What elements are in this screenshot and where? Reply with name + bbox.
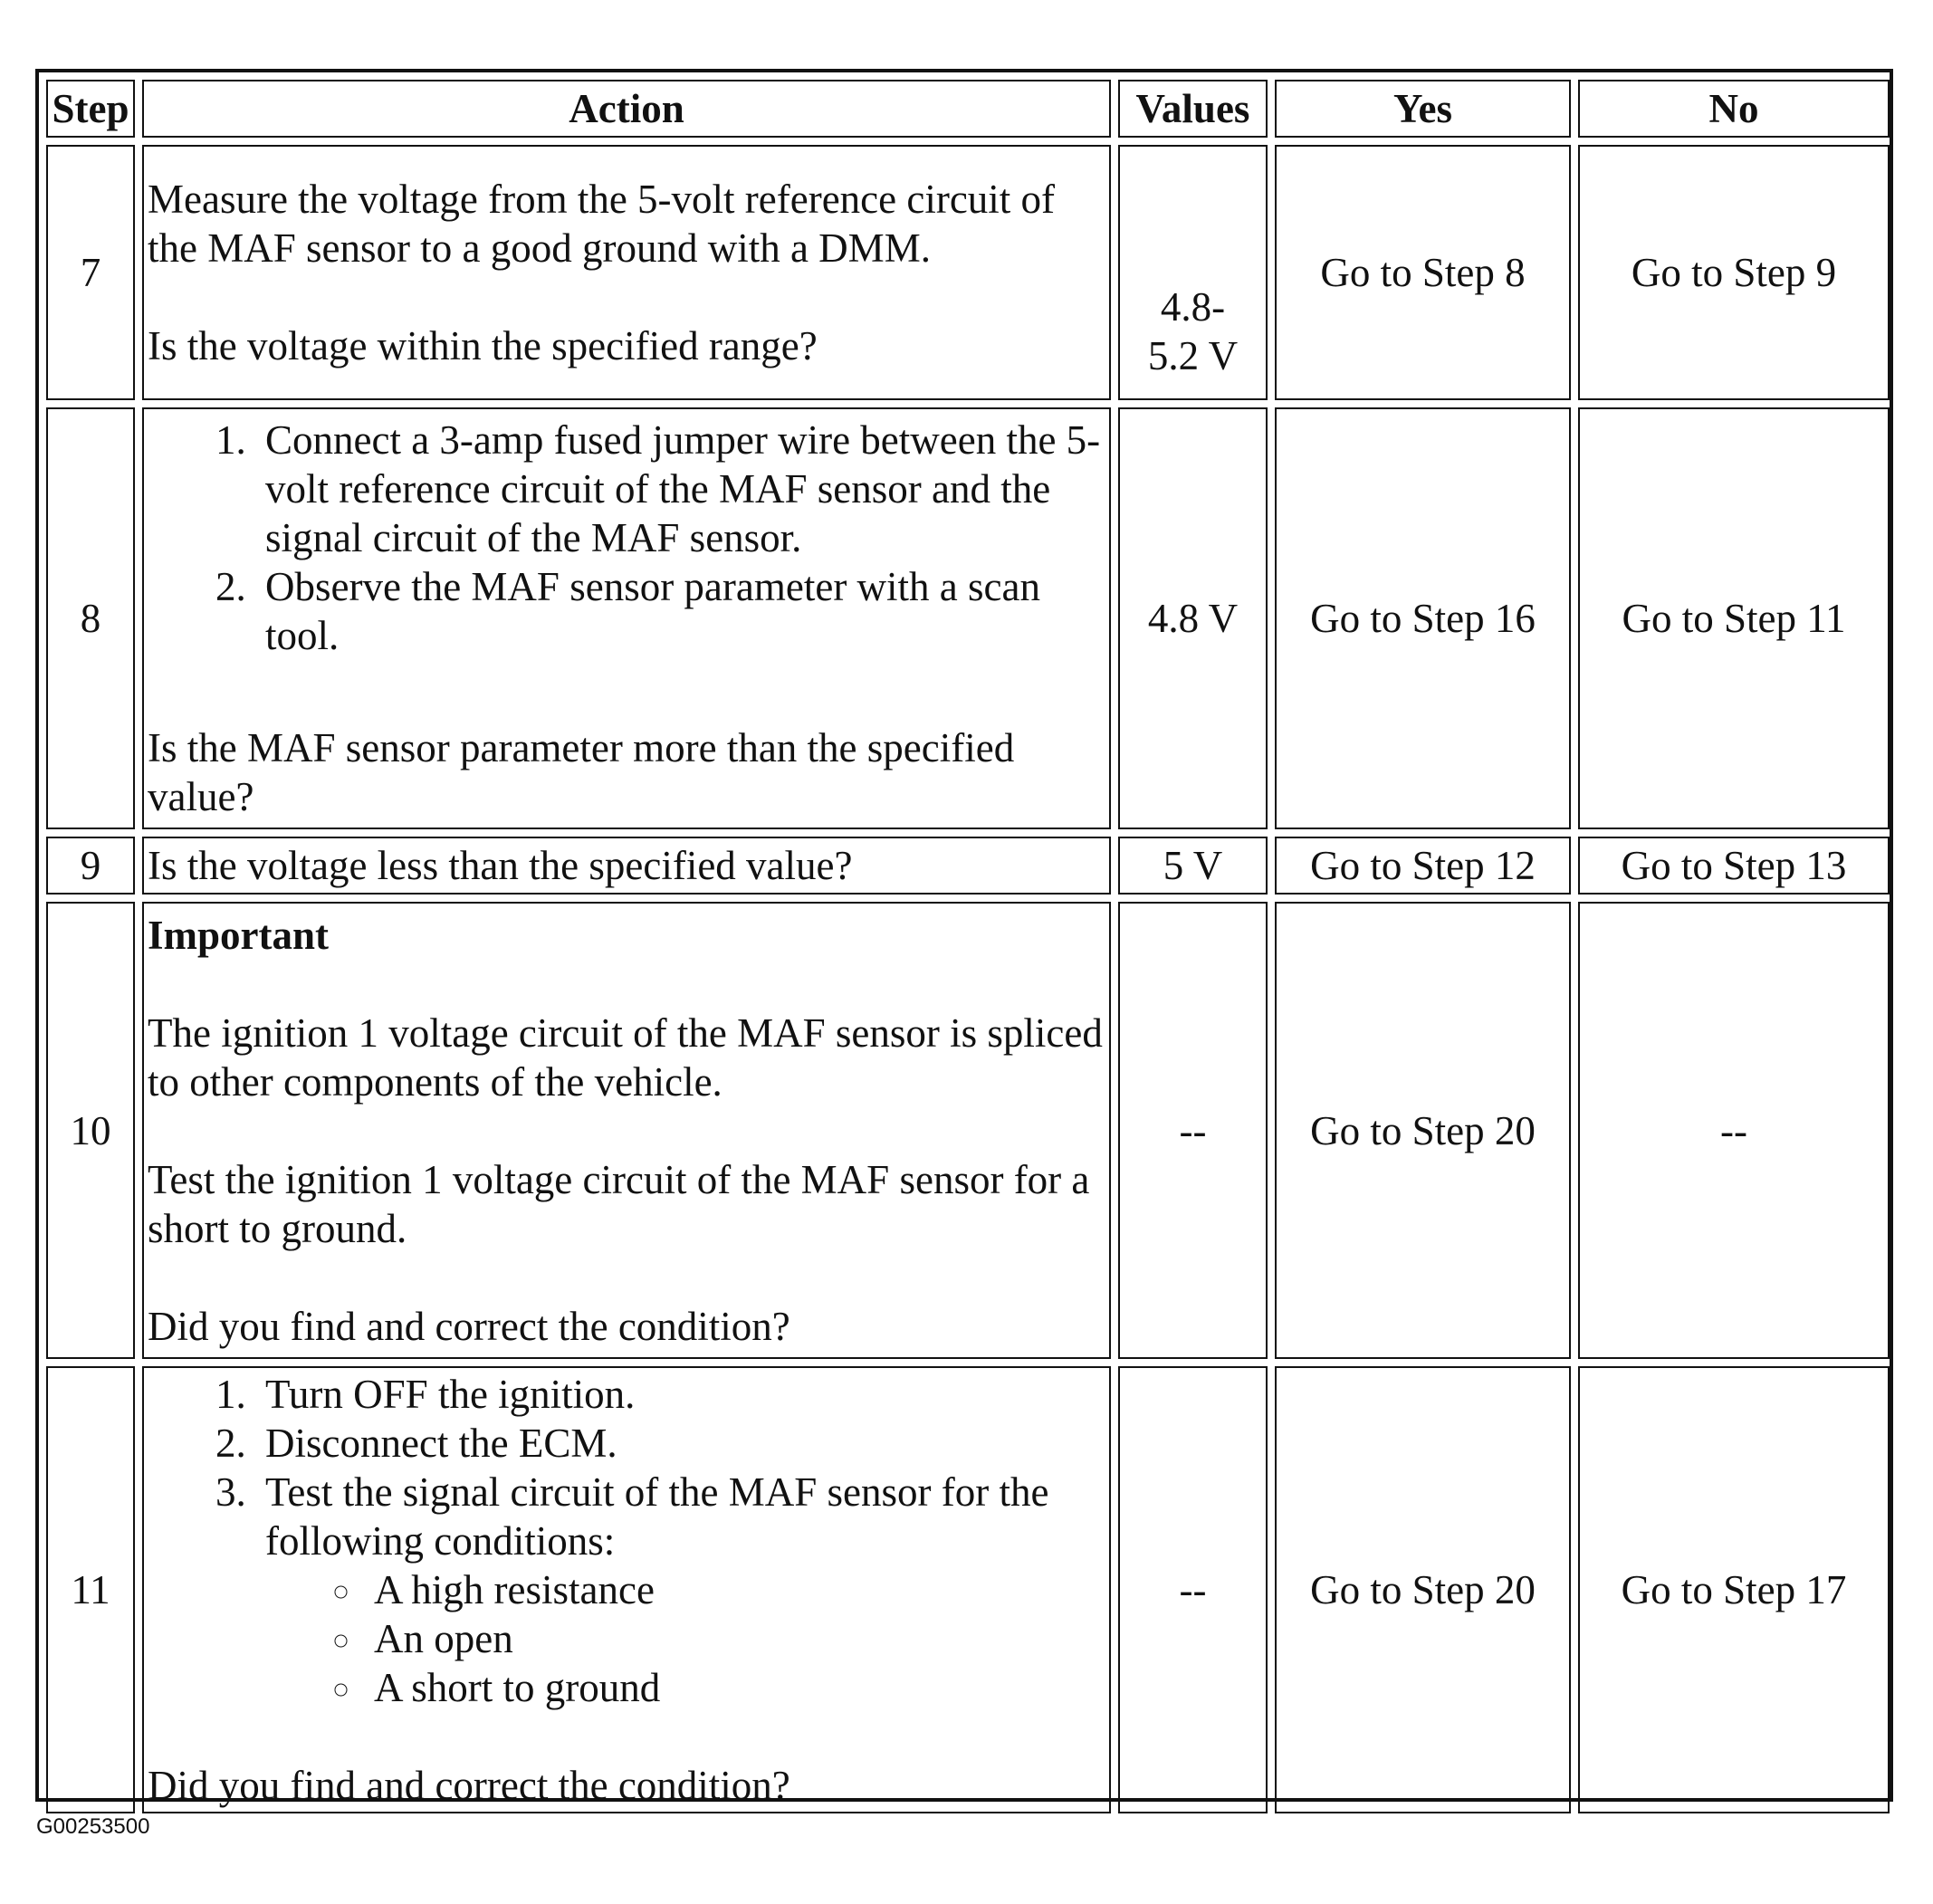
- header-row: [46, 80, 1890, 138]
- step-number: 8: [46, 407, 135, 829]
- list-item: 1. Connect a 3-amp fused jumper wire between the 5-volt reference circuit of the MAF sensor and the signal circuit of the MAF sensor.: [256, 416, 1105, 562]
- action-list: [148, 1370, 1105, 1712]
- action-cell: [142, 145, 1111, 400]
- header-values: Values: [1118, 80, 1268, 138]
- action-question: Did you find and correct the condition?: [148, 1303, 790, 1349]
- yes-cell: Go to Step 12: [1275, 837, 1571, 895]
- no-cell: --: [1578, 902, 1890, 1359]
- value-cell: --: [1118, 1366, 1268, 1813]
- table-row: [46, 145, 1890, 400]
- action-question: Did you find and correct the condition?: [148, 1763, 790, 1808]
- value-text: 4.8- 5.2 V: [1147, 284, 1239, 378]
- action-text: Test the ignition 1 voltage circuit of the MAF sensor for a short to ground.: [148, 1156, 1090, 1251]
- table-row: [46, 837, 1890, 895]
- table-row: [46, 1366, 1890, 1813]
- condition-item: ◦ A short to ground: [365, 1663, 1105, 1712]
- table-row: [46, 902, 1890, 1359]
- value-cell: 4.8 V: [1118, 407, 1268, 829]
- action-cell: [142, 902, 1111, 1359]
- list-item: [256, 1468, 1105, 1712]
- condition-item: ◦ An open: [365, 1614, 1105, 1663]
- list-item: 2. Observe the MAF sensor parameter with a scan tool.: [256, 562, 1105, 660]
- step-number: 10: [46, 902, 135, 1359]
- action-question: Is the MAF sensor parameter more than the specified value?: [148, 725, 1015, 819]
- step-number: 7: [46, 145, 135, 400]
- list-item: 1. Turn OFF the ignition.: [256, 1370, 1105, 1419]
- yes-cell: Go to Step 20: [1275, 902, 1571, 1359]
- action-cell: Is the voltage less than the specified value?: [142, 837, 1111, 895]
- important-label: Important: [148, 912, 329, 958]
- action-cell: [142, 1366, 1111, 1813]
- condition-list: [265, 1565, 1105, 1712]
- value-cell: 5 V: [1118, 837, 1268, 895]
- header-action: Action: [142, 80, 1111, 138]
- no-cell: Go to Step 13: [1578, 837, 1890, 895]
- no-cell: Go to Step 17: [1578, 1366, 1890, 1813]
- action-list: [148, 416, 1105, 660]
- header-step: Step: [46, 80, 135, 138]
- condition-item: ◦ A high resistance: [365, 1565, 1105, 1614]
- header-yes: Yes: [1275, 80, 1571, 138]
- figure-id: G00253500: [36, 1814, 150, 1839]
- action-question: Is the voltage within the specified range?: [148, 323, 818, 368]
- header-no: No: [1578, 80, 1890, 138]
- yes-cell: Go to Step 16: [1275, 407, 1571, 829]
- yes-cell: Go to Step 20: [1275, 1366, 1571, 1813]
- yes-cell: Go to Step 8: [1275, 145, 1571, 400]
- step-number: 9: [46, 837, 135, 895]
- value-cell: --: [1118, 902, 1268, 1359]
- list-item-text: Test the signal circuit of the MAF sensor for the following conditions:: [265, 1469, 1049, 1564]
- step-number: 11: [46, 1366, 135, 1813]
- diagnostic-table: [39, 72, 1897, 1821]
- important-note: The ignition 1 voltage circuit of the MAF sensor is spliced to other components of the vehicle.: [148, 1009, 1103, 1105]
- action-text: Measure the voltage from the 5-volt reference circuit of the MAF sensor to a good ground with a DMM.: [148, 177, 1056, 271]
- list-item: 2. Disconnect the ECM.: [256, 1419, 1105, 1468]
- table-row: [46, 407, 1890, 829]
- no-cell: Go to Step 11: [1578, 407, 1890, 829]
- value-cell: [1118, 145, 1268, 400]
- action-cell: [142, 407, 1111, 829]
- no-cell: Go to Step 9: [1578, 145, 1890, 400]
